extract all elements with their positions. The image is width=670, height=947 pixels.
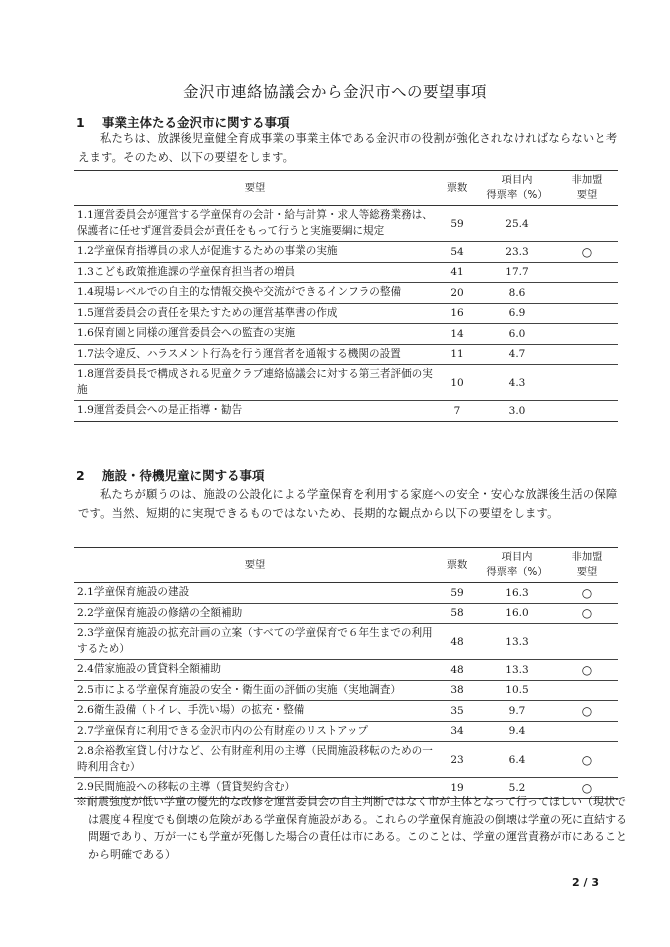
item-number: 1.5 xyxy=(77,306,94,319)
rate-cell: 8.6 xyxy=(478,283,556,304)
votes-cell: 58 xyxy=(436,603,478,624)
rate-cell: 9.4 xyxy=(478,721,556,742)
votes-cell: 35 xyxy=(436,701,478,722)
rate-cell: 4.7 xyxy=(478,344,556,365)
rate-cell: 4.3 xyxy=(478,365,556,401)
item-text: 運営委員会の責任を果たすための運営基準書の作成 xyxy=(93,306,338,319)
table-header-row xyxy=(74,171,618,206)
votes-cell: 59 xyxy=(436,583,478,604)
item-text: 運営委員長で構成される児童クラブ連絡協議会に対する第三者評価の実施 xyxy=(77,368,433,396)
item-number: 1.9 xyxy=(77,404,94,416)
request-cell xyxy=(74,401,436,422)
table-row xyxy=(74,401,618,422)
rate-cell: 16.0 xyxy=(478,603,556,624)
nonmember-mark xyxy=(556,344,618,365)
rate-cell: 17.7 xyxy=(478,262,556,283)
table-row xyxy=(74,206,618,242)
request-cell xyxy=(74,206,436,242)
table-row xyxy=(74,701,618,722)
section-1-intro: 私たちは、放課後児童健全育成事業の事業主体である金沢市の役割が強化されなければならないと考えます。そのため、以下の要望をします。 xyxy=(78,132,618,164)
section-1-table xyxy=(74,170,618,422)
item-text: 運営委員会が運営する学童保育の会計・給与計算・求人等総務業務は、保護者に任せず運営委員会が責任をもって行うと実施要綱に規定 xyxy=(77,209,433,237)
header-votes: 票数 xyxy=(436,171,478,206)
item-number: 1.6 xyxy=(77,327,94,339)
votes-cell: 38 xyxy=(436,680,478,701)
votes-cell: 48 xyxy=(436,660,478,681)
item-number: 1.4 xyxy=(77,286,94,298)
table-row xyxy=(74,262,618,283)
table-row xyxy=(74,365,618,401)
rate-cell: 13.3 xyxy=(478,660,556,681)
rate-cell: 6.4 xyxy=(478,742,556,778)
item-text: 民間施設への移転の主導（賃貸契約含む） xyxy=(93,781,296,793)
rate-cell: 6.9 xyxy=(478,303,556,324)
item-number: 2.4 xyxy=(77,663,94,675)
item-number: 1.3 xyxy=(77,265,94,278)
section-2-table-body xyxy=(74,548,618,799)
votes-cell: 41 xyxy=(436,262,478,283)
table-row xyxy=(74,603,618,624)
item-number: 2.9 xyxy=(77,781,94,793)
section-1-table-body xyxy=(74,171,618,422)
nonmember-mark xyxy=(556,401,618,422)
rate-cell: 9.7 xyxy=(478,701,556,722)
nonmember-mark xyxy=(556,262,618,283)
request-cell xyxy=(74,344,436,365)
nonmember-mark xyxy=(556,303,618,324)
section-2-number: 2 xyxy=(76,468,85,483)
table-row xyxy=(74,303,618,324)
item-number: 1.1 xyxy=(77,209,94,221)
request-cell xyxy=(74,742,436,778)
table-row xyxy=(74,742,618,778)
request-cell xyxy=(74,624,436,660)
item-text: 保育園と同様の運営委員会への監査の実施 xyxy=(93,327,296,339)
item-number: 1.7 xyxy=(77,347,94,360)
nonmember-mark xyxy=(556,206,618,242)
item-number: 2.7 xyxy=(77,724,94,737)
page-number: 2 / 3 xyxy=(572,876,599,889)
votes-cell: 34 xyxy=(436,721,478,742)
request-cell xyxy=(74,721,436,742)
rate-cell: 5.2 xyxy=(478,778,556,799)
rate-cell: 13.3 xyxy=(478,624,556,660)
item-text: 学童保育施設の修繕の全額補助 xyxy=(93,606,243,619)
item-text: こども政策推進課の学童保育担当者の増員 xyxy=(93,265,296,278)
table-row xyxy=(74,624,618,660)
request-cell xyxy=(74,262,436,283)
votes-cell: 11 xyxy=(436,344,478,365)
request-cell xyxy=(74,303,436,324)
section-2-table xyxy=(74,547,618,799)
section-2-title: 施設・待機児童に関する事項 xyxy=(102,468,265,483)
item-text: 学童保育施設の建設 xyxy=(93,586,190,598)
table-row xyxy=(74,583,618,604)
header-nonmember: 非加盟 要望 xyxy=(556,548,618,583)
request-cell xyxy=(74,365,436,401)
request-cell xyxy=(74,660,436,681)
nonmember-mark: ○ xyxy=(556,742,618,778)
table-row xyxy=(74,242,618,263)
page-title: 金沢市連絡協議会から金沢市への要望事項 xyxy=(182,83,487,101)
item-text: 学童保育に利用できる金沢市内の公有財産のリストアップ xyxy=(93,724,369,737)
item-text: 学童保育指導員の求人が促進するための事業の実施 xyxy=(93,245,338,257)
nonmember-mark: ○ xyxy=(556,603,618,624)
table-row xyxy=(74,283,618,304)
request-cell xyxy=(74,324,436,345)
votes-cell: 59 xyxy=(436,206,478,242)
table-row xyxy=(74,680,618,701)
header-rate: 項目内 得票率（%） xyxy=(478,171,556,206)
item-text: 借家施設の賃貸料全額補助 xyxy=(93,663,221,675)
request-cell xyxy=(74,242,436,263)
nonmember-mark: ○ xyxy=(556,778,618,799)
table-header-row xyxy=(74,548,618,583)
votes-cell: 54 xyxy=(436,242,478,263)
item-text: 市による学童保育施設の安全・衛生面の評価の実施（実地調査） xyxy=(93,683,402,696)
item-number: 2.8 xyxy=(77,745,94,757)
item-text: 学童保育施設の拡充計画の立案（すべての学童保育で６年生までの利用するため） xyxy=(77,627,433,655)
item-number: 2.2 xyxy=(77,606,94,619)
rate-cell: 6.0 xyxy=(478,324,556,345)
votes-cell: 23 xyxy=(436,742,478,778)
item-text: 法令違反、ハラスメント行為を行う運営者を通報する機関の設置 xyxy=(93,347,401,360)
nonmember-mark xyxy=(556,624,618,660)
request-cell xyxy=(74,603,436,624)
nonmember-mark xyxy=(556,365,618,401)
request-cell xyxy=(74,583,436,604)
table-row xyxy=(74,660,618,681)
votes-cell: 48 xyxy=(436,624,478,660)
item-text: 運営委員会への是正指導・勧告 xyxy=(93,404,243,416)
rate-cell: 25.4 xyxy=(478,206,556,242)
header-votes: 票数 xyxy=(436,548,478,583)
nonmember-mark: ○ xyxy=(556,660,618,681)
votes-cell: 7 xyxy=(436,401,478,422)
votes-cell: 19 xyxy=(436,778,478,799)
section-2-heading xyxy=(76,466,265,484)
section-1-title: 事業主体たる金沢市に関する事項 xyxy=(102,115,290,130)
rate-cell: 3.0 xyxy=(478,401,556,422)
nonmember-mark xyxy=(556,721,618,742)
header-request: 要望 xyxy=(74,548,436,583)
nonmember-mark xyxy=(556,283,618,304)
votes-cell: 16 xyxy=(436,303,478,324)
header-request: 要望 xyxy=(74,171,436,206)
rate-cell: 23.3 xyxy=(478,242,556,263)
item-number: 2.6 xyxy=(77,704,94,716)
header-rate: 項目内 得票率（%） xyxy=(478,548,556,583)
nonmember-mark: ○ xyxy=(556,242,618,263)
item-number: 2.5 xyxy=(77,683,94,696)
table-row xyxy=(74,324,618,345)
votes-cell: 20 xyxy=(436,283,478,304)
section-1-number: 1 xyxy=(76,115,85,130)
footnote: ※耐震強度が低い学童の優先的な改修を運営委員会の自主判断ではなく市が主体となって行ってほしい（現状では震度４程度でも倒壊の危険がある学童保育施設がある。これらの学童保育施設の倒壊は学童の死に直結する問題であり、万が一にも学童が死傷した場合の責任は市にある。このことは、学童の運営責務が市にあることから明確である） xyxy=(76,795,627,861)
votes-cell: 14 xyxy=(436,324,478,345)
nonmember-mark xyxy=(556,324,618,345)
nonmember-mark: ○ xyxy=(556,583,618,604)
nonmember-mark: ○ xyxy=(556,701,618,722)
item-number: 1.8 xyxy=(77,368,94,380)
rate-cell: 16.3 xyxy=(478,583,556,604)
nonmember-mark xyxy=(556,680,618,701)
table-row xyxy=(74,344,618,365)
votes-cell: 10 xyxy=(436,365,478,401)
item-number: 1.2 xyxy=(77,245,94,257)
item-number: 2.3 xyxy=(77,627,94,639)
header-nonmember: 非加盟 要望 xyxy=(556,171,618,206)
section-2-intro: 私たちが願うのは、施設の公設化による学童保育を利用する家庭への安全・安心な放課後生活の保障です。当然、短期的に実現できるものではないため、長期的な観点から以下の要望をします。 xyxy=(78,488,618,520)
table-row xyxy=(74,721,618,742)
item-text: 現場レベルでの自主的な情報交換や交流ができるインフラの整備 xyxy=(93,286,402,298)
item-text: 余裕教室貸し付けなど、公有財産利用の主導（民間施設移転のための一時利用含む） xyxy=(77,745,433,773)
request-cell xyxy=(74,680,436,701)
item-text: 衛生設備（トイレ、手洗い場）の拡充・整備 xyxy=(93,704,305,716)
request-cell xyxy=(74,283,436,304)
request-cell xyxy=(74,701,436,722)
rate-cell: 10.5 xyxy=(478,680,556,701)
item-number: 2.1 xyxy=(77,586,94,598)
